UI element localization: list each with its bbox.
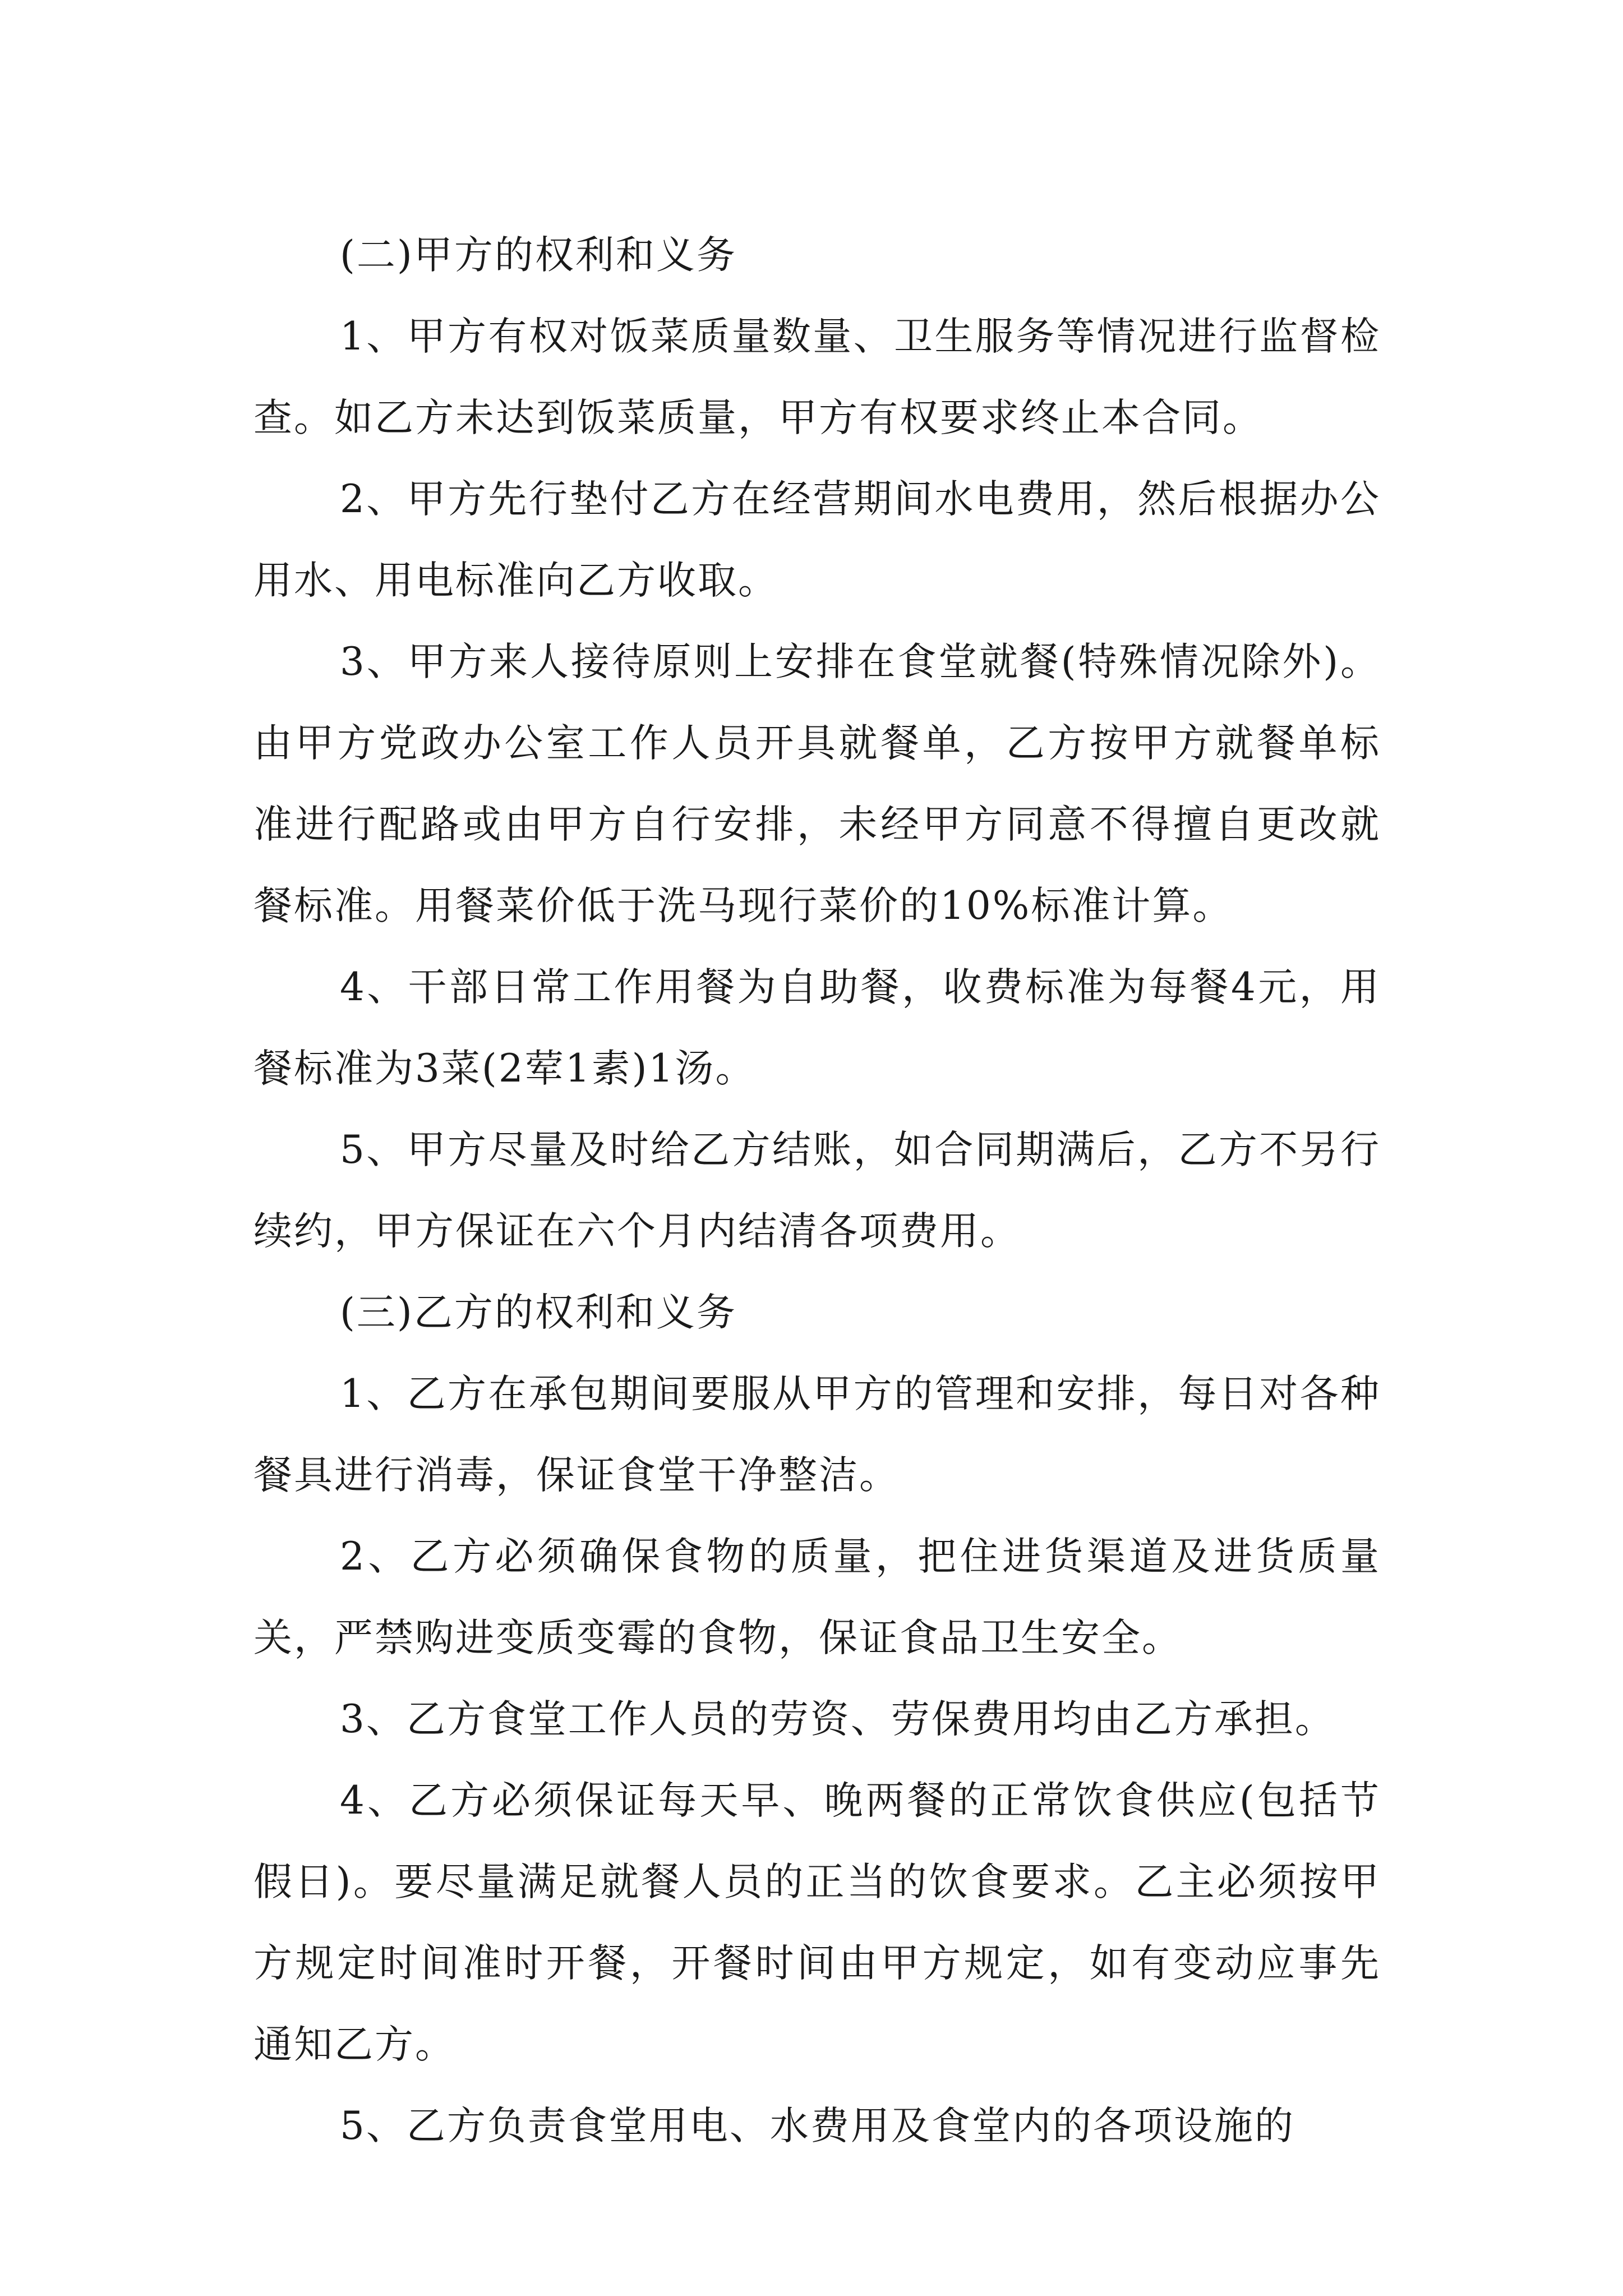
clause-b-3: 3、乙方食堂工作人员的劳资、劳保费用均由乙方承担。 [340,1697,1335,1742]
clause-b-4: 4、乙方必须保证每天早、晚两餐的正常饮食供应(包括节假日)。要尽量满足就餐人员的正当的饮食要求。乙主必须按甲方规定时间准时开餐，开餐时间由甲方规定，如有变动应事先通知乙方。 [253,1778,1381,2067]
clause-b-5: 5、乙方负责食堂用电、水费用及食堂内的各项设施的 [340,2104,1295,2148]
clause-a-4: 4、干部日常工作用餐为自助餐，收费标准为每餐4元，用餐标准为3菜(2荤1素)1汤。 [253,965,1381,1091]
clause-a-5: 5、甲方尽量及时给乙方结账，如合同期满后，乙方不另行续约，甲方保证在六个月内结清各项费用。 [253,1128,1381,1254]
clause-b-1: 1、乙方在承包期间要服从甲方的管理和安排，每日对各种餐具进行消毒，保证食堂干净整洁。 [253,1372,1381,1498]
clause-b-2: 2、乙方必须确保食物的质量，把住进货渠道及进货质量关，严禁购进变质变霉的食物，保证食品卫生安全。 [253,1534,1381,1660]
clause-a-3: 3、甲方来人接待原则上安排在食堂就餐(特殊情况除外)。由甲方党政办公室工作人员开具就餐单，乙方按甲方就餐单标准进行配路或由甲方自行安排，未经甲方同意不得擅自更改就餐标准。用餐菜价低于洗马现行菜价的10%标准计算。 [253,639,1381,928]
clause-a-2: 2、甲方先行垫付乙方在经营期间水电费用，然后根据办公用水、用电标准向乙方收取。 [253,477,1381,603]
section-heading-party-b: (三)乙方的权利和义务 [340,1290,737,1335]
clause-a-1: 1、甲方有权对饭菜质量数量、卫生服务等情况进行监督检查。如乙方未达到饭菜质量，甲方有权要求终止本合同。 [253,314,1381,440]
section-heading-party-a: (二)甲方的权利和义务 [340,233,737,278]
document-body [253,215,1381,2167]
